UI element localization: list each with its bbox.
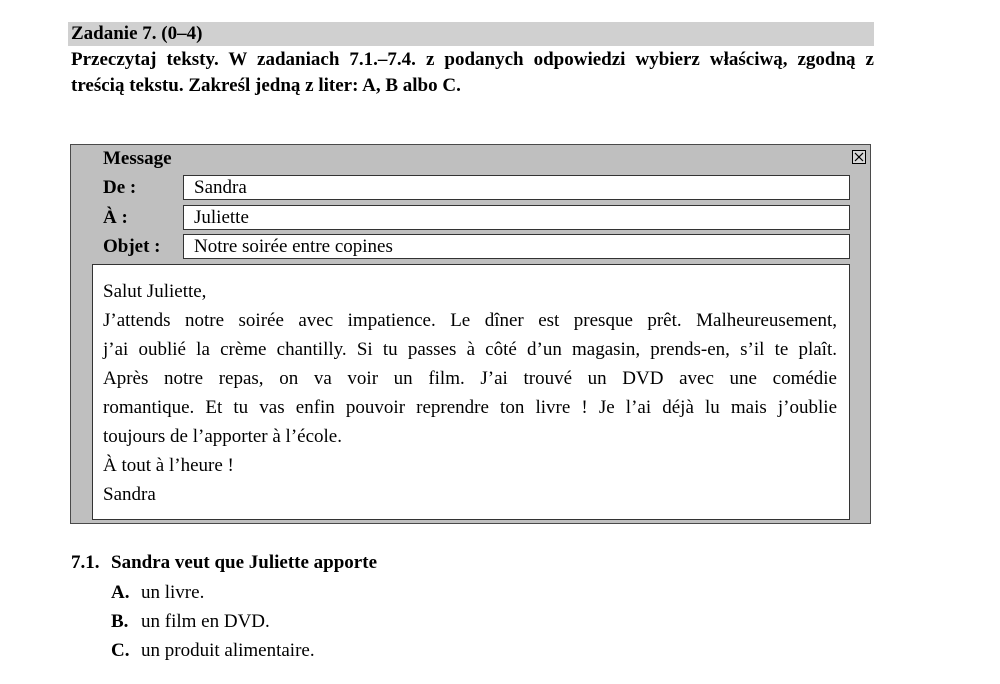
question-text: Sandra veut que Juliette apporte — [111, 552, 377, 573]
message-body[interactable] — [92, 264, 850, 520]
message-window — [70, 144, 871, 524]
task-instruction: Przeczytaj teksty. W zadaniach 7.1.–7.4. z podanych odpowiedzi wybierz właściwą, zgodną z treścią tekstu. Zakreśl jedną z liter: A, B albo C. — [71, 49, 874, 96]
body-line: toujours de l’apporter à l’école. — [103, 426, 342, 447]
to-field[interactable]: Juliette — [183, 205, 850, 230]
body-line: Sandra — [103, 484, 156, 505]
body-line: J’attends notre soirée avec impatience. Le dîner est presque prêt. Malheureusement, — [103, 310, 837, 331]
option-letter[interactable]: A. — [111, 582, 130, 603]
to-label: À : — [103, 207, 128, 228]
close-icon[interactable] — [852, 150, 866, 164]
body-line: Après notre repas, on va voir un film. J’ai trouvé un DVD avec une comédie — [103, 368, 837, 389]
close-x-glyph — [853, 151, 865, 163]
subject-field[interactable]: Notre soirée entre copines — [183, 234, 850, 259]
question-7-1 — [71, 550, 377, 576]
subject-label: Objet : — [103, 236, 161, 257]
from-label: De : — [103, 177, 137, 198]
body-line: j’ai oublié la crème chantilly. Si tu passes à côté d’un magasin, prends-en, s’il te plaît. — [103, 339, 837, 360]
option-letter[interactable]: B. — [111, 611, 129, 632]
option-text: un film en DVD. — [141, 611, 270, 632]
question-number: 7.1. — [71, 552, 100, 573]
body-line: À tout à l’heure ! — [103, 455, 234, 476]
from-field[interactable]: Sandra — [183, 175, 850, 200]
option-text: un produit alimentaire. — [141, 640, 315, 661]
body-line: romantique. Et tu vas enfin pouvoir reprendre ton livre ! Je l’ai déjà lu mais j’oublie — [103, 397, 837, 418]
option-a[interactable] — [111, 578, 315, 607]
option-letter[interactable]: C. — [111, 640, 130, 661]
option-text: un livre. — [141, 582, 205, 603]
message-window-title: Message — [103, 148, 172, 169]
answer-options — [111, 578, 315, 665]
option-b[interactable] — [111, 607, 315, 636]
task-title: Zadanie 7. (0–4) — [68, 22, 874, 46]
option-c[interactable] — [111, 636, 315, 665]
body-line: Salut Juliette, — [103, 281, 207, 302]
